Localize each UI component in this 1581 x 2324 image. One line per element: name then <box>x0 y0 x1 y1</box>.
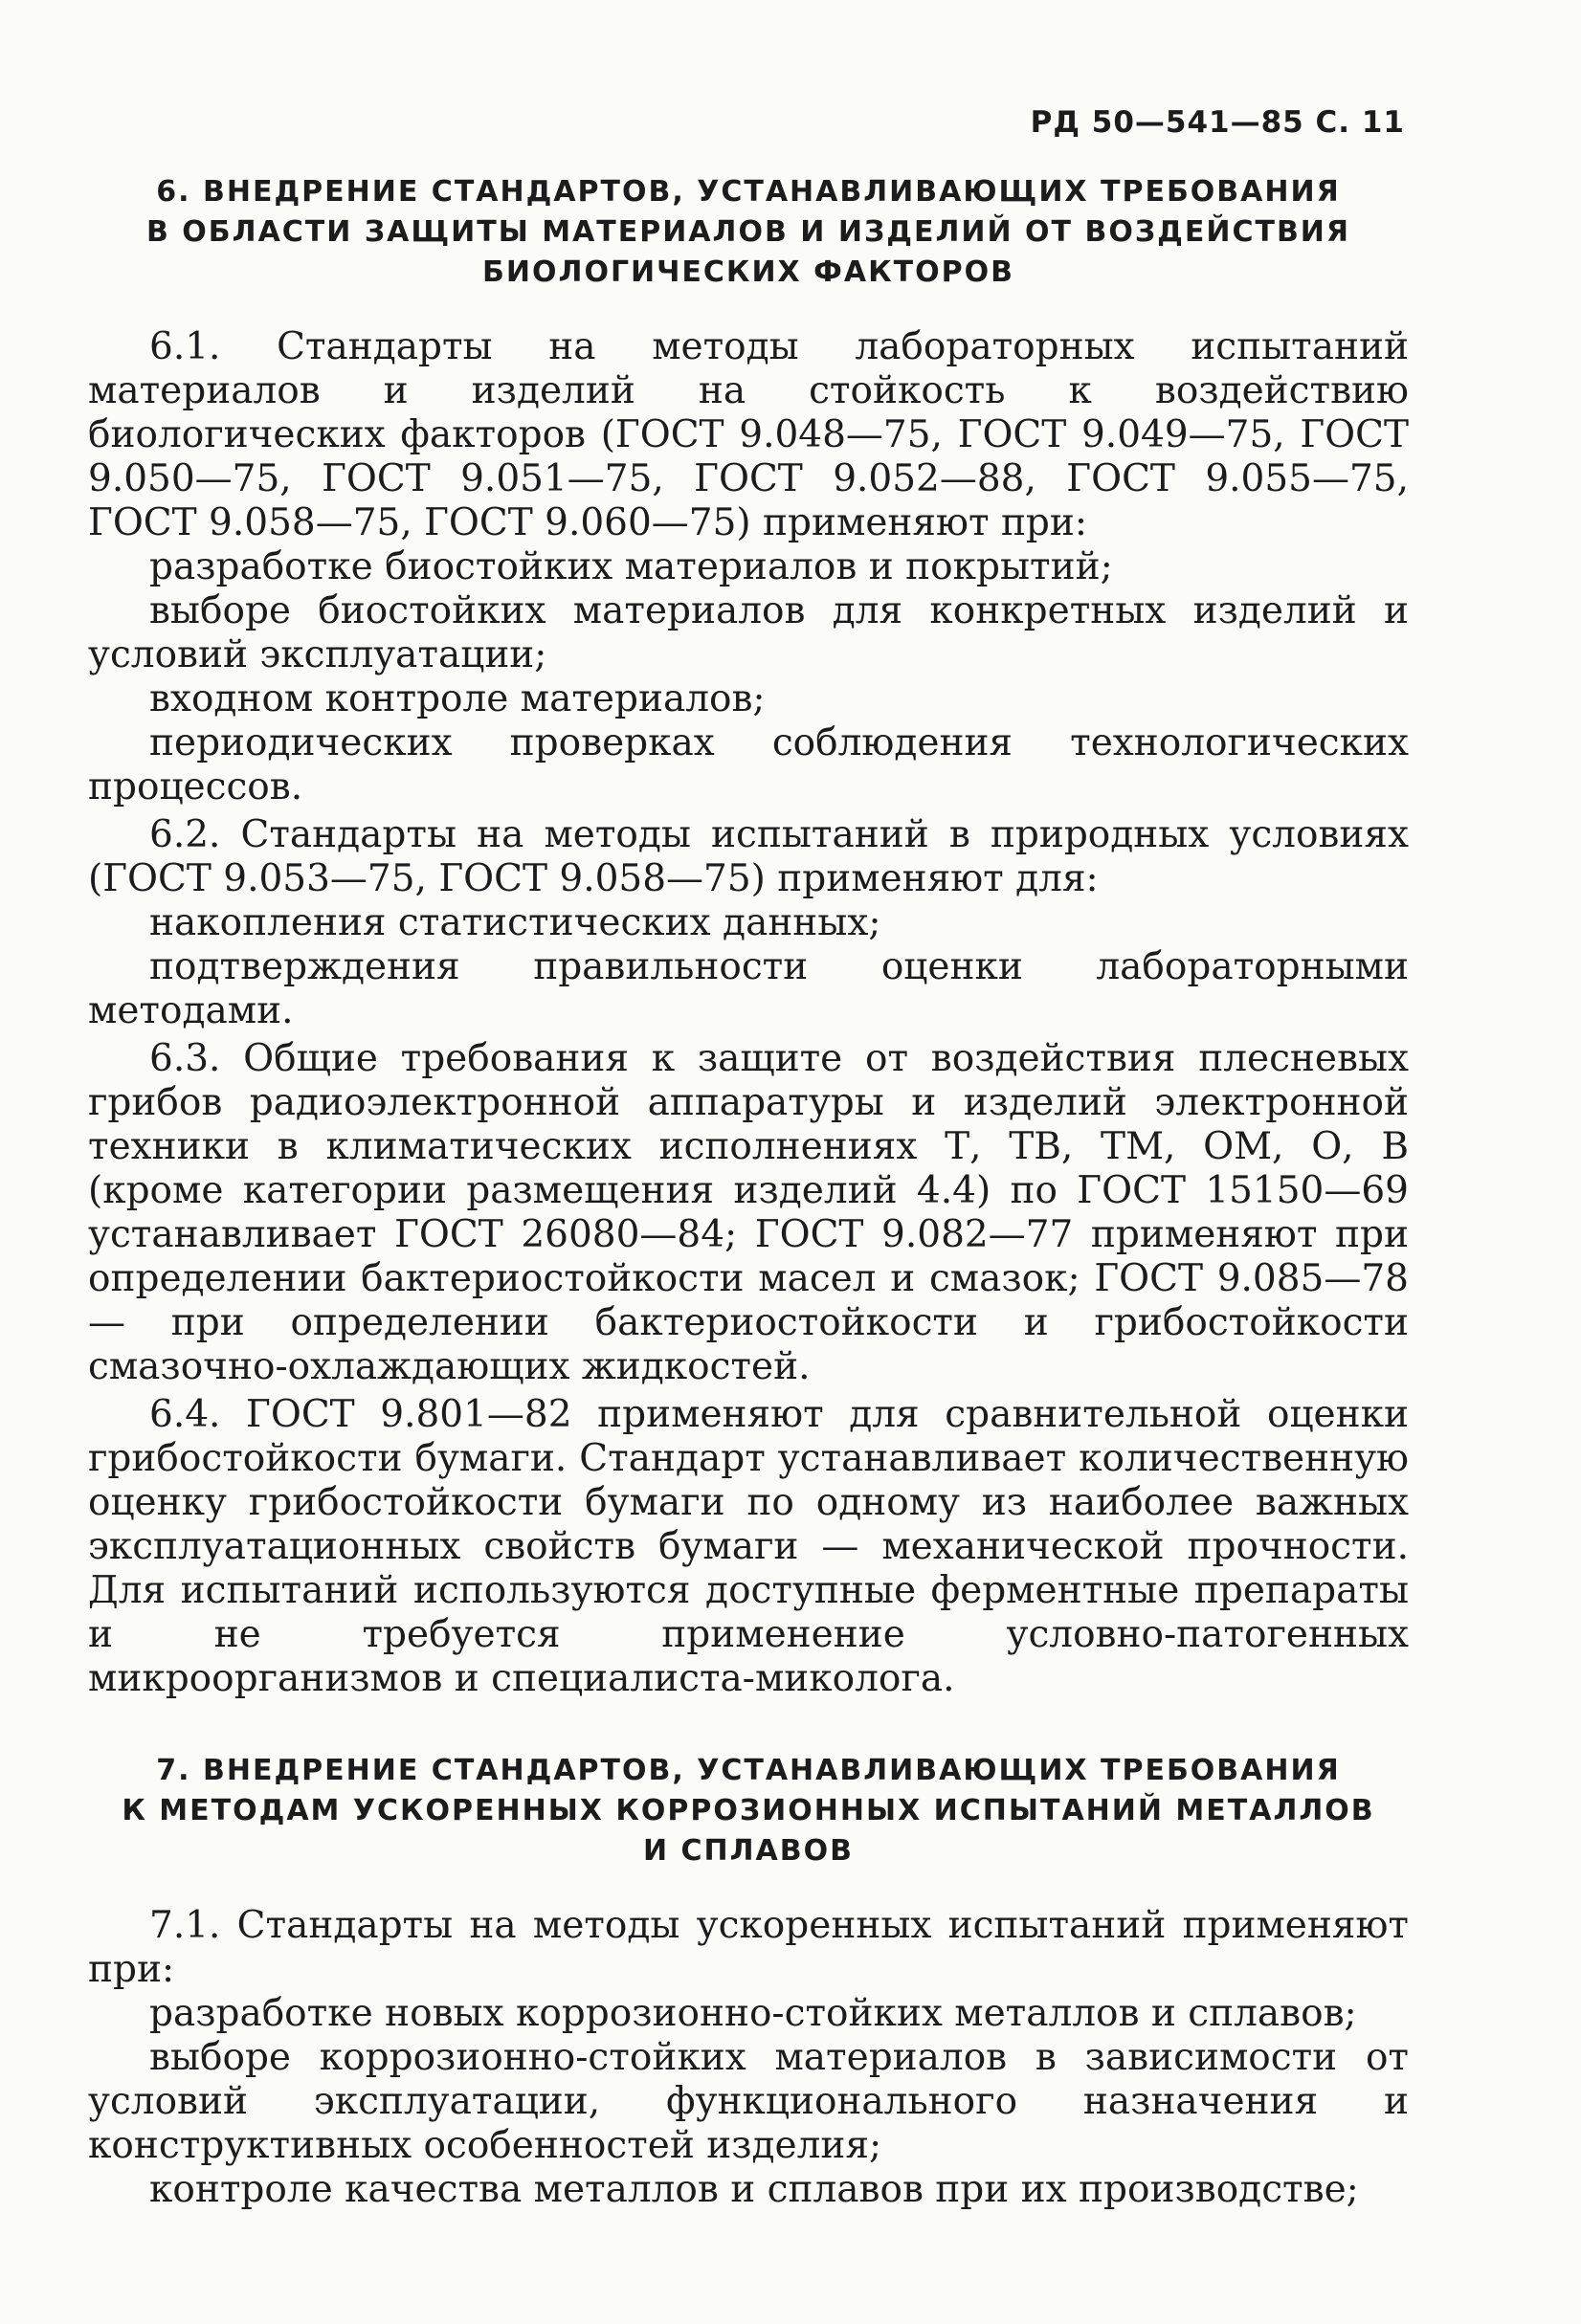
list-item: входном контроле материалов; <box>149 677 766 720</box>
section-6-heading <box>88 172 1409 293</box>
section-7-heading-line: К МЕТОДАМ УСКОРЕННЫХ КОРРОЗИОННЫХ ИСПЫТАНИЙ МЕТАЛЛОВ <box>122 1794 1375 1827</box>
section-6-heading-line: 6. ВНЕДРЕНИЕ СТАНДАРТОВ, УСТАНАВЛИВАЮЩИХ ТРЕБОВАНИЯ <box>156 175 1341 209</box>
list-item: накопления статистических данных; <box>149 901 881 944</box>
paragraph-6-2: 6.2. Стандарты на методы испытаний в природных условиях (ГОСТ 9.053—75, ГОСТ 9.058—75) применяют для: <box>88 813 1409 900</box>
list-item: выборе коррозионно-стойких материалов в зависимости от условий эксплуатации, функционального назначения и конструктивных особенностей изделия; <box>88 2036 1409 2167</box>
section-6-heading-line: БИОЛОГИЧЕСКИХ ФАКТОРОВ <box>482 255 1014 289</box>
paragraph-6-3: 6.3. Общие требования к защите от воздействия плесневых грибов радиоэлектронной аппаратуры и изделий электронной техники в климатических исполнениях Т, ТВ, ТМ, ОМ, О, В (кроме категории размещения изделий 4.4) по ГОСТ 15150—69 устанавливает ГОСТ 26080—84; ГОСТ 9.082—77 применяют при определении бактериостойкости масел и смазок; ГОСТ 9.085—78 — при определении бактериостойкости и грибостойкости смазочно-охлаждающих жидкостей. <box>88 1037 1409 1388</box>
section-6-heading-line: В ОБЛАСТИ ЗАЩИТЫ МАТЕРИАЛОВ И ИЗДЕЛИЙ ОТ ВОЗДЕЙСТВИЯ <box>145 215 1351 249</box>
section-7-heading-line: И СПЛАВОВ <box>642 1834 855 1868</box>
running-head: РД 50—541—85 С. 11 <box>1030 105 1405 140</box>
list-item: разработке биостойких материалов и покрытий; <box>149 545 1113 588</box>
list-item: периодических проверках соблюдения технологических процессов. <box>88 721 1409 808</box>
list-item: контроле качества металлов и сплавов при их производстве; <box>149 2168 1359 2211</box>
list-item: подтверждения правильности оценки лабораторными методами. <box>88 945 1409 1032</box>
list-item: выборе биостойких материалов для конкретных изделий и условий эксплуатации; <box>88 589 1409 676</box>
paragraph-7-1: 7.1. Стандарты на методы ускоренных испытаний применяют при: <box>88 1904 1409 1991</box>
document-page <box>88 105 1409 2212</box>
paragraph-6-4: 6.4. ГОСТ 9.801—82 применяют для сравнительной оценки грибостойкости бумаги. Стандарт устанавливает количественную оценку грибостойкости бумаги по одному из наиболее важных эксплуатационных свойств бумаги — механической прочности. Для испытаний используются доступные ферментные препараты и не требуется применение условно-патогенных микроорганизмов и специалиста-миколога. <box>88 1393 1409 1700</box>
paragraph-6-1: 6.1. Стандарты на методы лабораторных испытаний материалов и изделий на стойкость к воздействию биологических факторов (ГОСТ 9.048—75, ГОСТ 9.049—75, ГОСТ 9.050—75, ГОСТ 9.051—75, ГОСТ 9.052—88, ГОСТ 9.055—75, ГОСТ 9.058—75, ГОСТ 9.060—75) применяют при: <box>88 325 1409 544</box>
list-item: разработке новых коррозионно-стойких металлов и сплавов; <box>149 1992 1357 2035</box>
section-7-heading-line: 7. ВНЕДРЕНИЕ СТАНДАРТОВ, УСТАНАВЛИВАЮЩИХ ТРЕБОВАНИЯ <box>156 1754 1341 1787</box>
section-7-heading <box>88 1751 1409 1871</box>
